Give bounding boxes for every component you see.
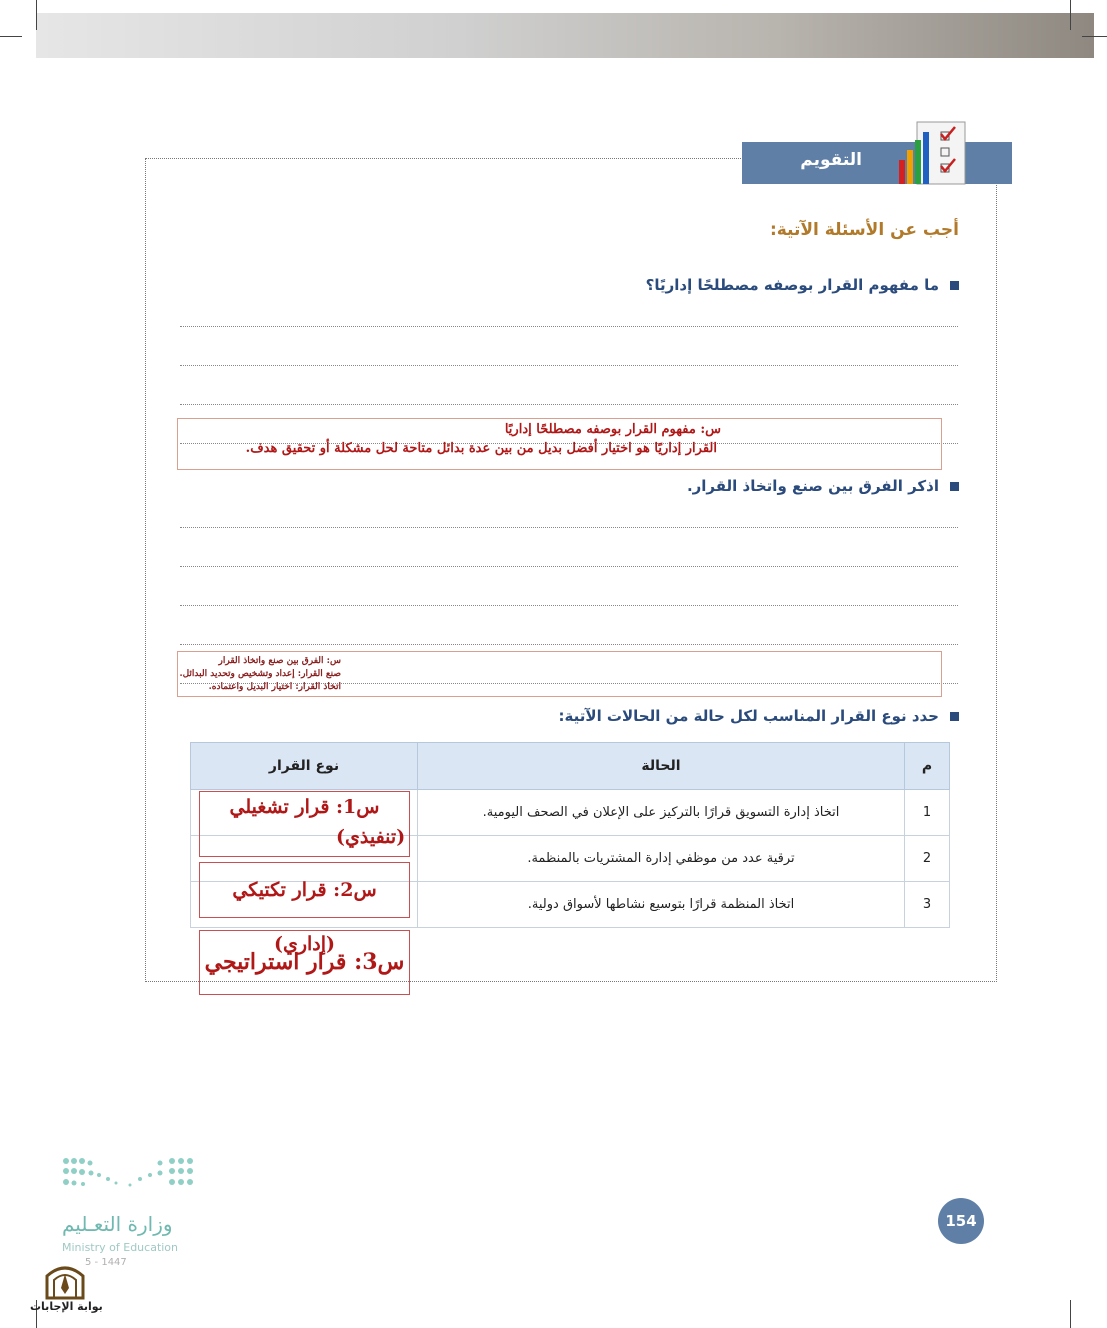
row-case: ترقية عدد من موظفي إدارة المشتريات بالمنظمة. xyxy=(418,836,905,882)
answer-box-1 xyxy=(177,418,942,470)
answer-box-2 xyxy=(177,651,942,697)
row-num: 3 xyxy=(905,882,950,928)
checklist-chart-icon xyxy=(897,120,972,190)
answer-line xyxy=(180,326,958,327)
row-case: اتخاذ إدارة التسويق قرارًا بالتركيز على الإعلان في الصحف اليومية. xyxy=(418,790,905,836)
ministry-name-ar: وزارة التعـليم xyxy=(62,1212,173,1236)
crop-mark xyxy=(0,36,22,37)
answer-line xyxy=(180,605,958,606)
crop-mark xyxy=(36,0,37,30)
question-3: حدد نوع القرار المناسب لكل حالة من الحالات الآتية: xyxy=(558,707,939,725)
row-case: اتخاذ المنظمة قرارًا بتوسيع نشاطها لأسواق دولية. xyxy=(418,882,905,928)
crop-mark xyxy=(1070,0,1071,30)
section-header xyxy=(742,142,1012,184)
handwritten-answer-1-line2: (تنفيذي) xyxy=(336,826,406,848)
answer-line xyxy=(180,644,958,645)
answer-line xyxy=(180,365,958,366)
bullet-icon xyxy=(950,482,959,491)
section-title: التقويم xyxy=(800,150,862,170)
answer-line xyxy=(180,404,958,405)
ministry-name-en: Ministry of Education xyxy=(62,1241,179,1254)
handwritten-answer-1 xyxy=(199,791,410,857)
top-banner xyxy=(36,13,1094,58)
answer-2-title: س: الفرق بين صنع واتخاذ القرار xyxy=(218,656,341,666)
header-type: نوع القرار xyxy=(191,743,418,790)
bullet-icon xyxy=(950,281,959,290)
answer-line xyxy=(180,527,958,528)
bawaba-label: بوابة الإجابات xyxy=(30,1300,103,1313)
ministry-logo-icon xyxy=(60,1155,200,1200)
instruction-text: أجب عن الأسئلة الآتية: xyxy=(769,220,959,240)
table-header-row xyxy=(191,743,950,790)
crop-mark xyxy=(1070,1300,1071,1328)
handwritten-answer-1-line1: س1: قرار تشغيلي xyxy=(229,796,380,818)
handwritten-answer-2: س2: قرار تكتيكي (إداري) xyxy=(199,862,410,918)
answer-1-title: س: مفهوم القرار بوصفه مصطلحًا إداريًا xyxy=(504,422,721,437)
row-num: 2 xyxy=(905,836,950,882)
bawaba-logo-icon xyxy=(30,1258,100,1324)
question-2: اذكر الفرق بين صنع واتخاذ القرار. xyxy=(686,477,939,495)
answer-2-line3: اتخاذ القرار: اختيار البديل واعتماده. xyxy=(208,682,341,692)
bullet-icon xyxy=(950,712,959,721)
header-case: الحالة xyxy=(418,743,905,790)
page-number: 154 xyxy=(938,1198,984,1244)
answer-line xyxy=(180,566,958,567)
answer-1-text: القرار إداريًا هو اختيار أفضل بديل من بين عدة بدائل متاحة لحل مشكلة أو تحقيق هدف. xyxy=(245,441,717,456)
handwritten-answer-3: س3: قرار استراتيجي xyxy=(199,930,410,995)
row-num: 1 xyxy=(905,790,950,836)
ministry-year: 5 - 1447 xyxy=(85,1257,127,1268)
answer-2-line2: صنع القرار: إعداد وتشخيص وتحديد البدائل. xyxy=(179,669,341,679)
question-1: ما مفهوم القرار بوصفه مصطلحًا إداريًا؟ xyxy=(645,276,939,294)
crop-mark xyxy=(1082,36,1107,37)
header-num: م xyxy=(905,743,950,790)
